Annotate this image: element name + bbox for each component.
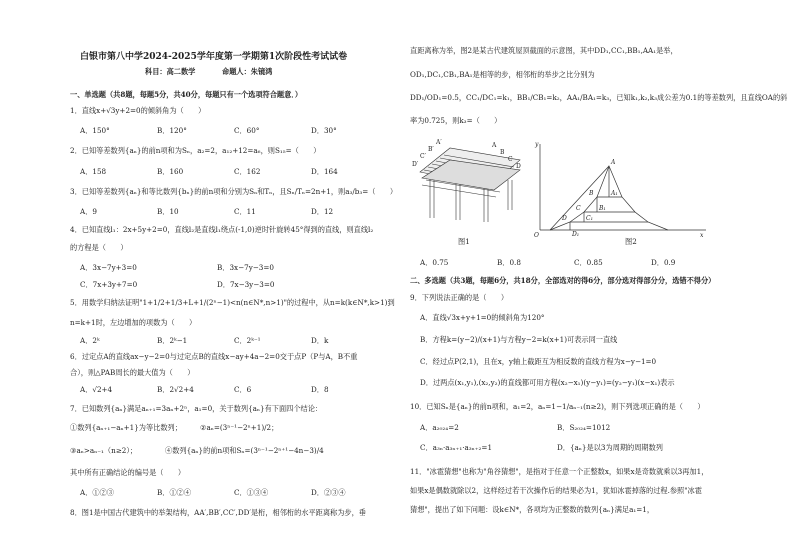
q8-text-line2: 直距离称为举，图2是某古代建筑屋顶截面的示意图，其中DD₁,CC₁,BB₁,AA₁是举， (410, 46, 678, 55)
q5-text-line2: n=k+1时，左边增加的项数为（ ） (70, 318, 197, 327)
q6-option-b: B．2√2+4 (157, 385, 194, 394)
fig1-label-d-prime: D′ (412, 161, 419, 168)
q1-text: 1．直线x+√3y+2=0的倾斜角为（ ） (70, 106, 206, 115)
figure-1-drawing (410, 130, 530, 230)
q7-conclusion-2: ②aₙ=(3ⁿ⁻¹−2ⁿ+1)/2； (200, 423, 279, 432)
subject-label: 科目：高二数学 (145, 67, 196, 76)
q7-conclusion-4: ④数列{aₙ}的前n项和Sₙ=(3ⁿ⁻¹−2ⁿ⁺¹−4n−3)/4 (165, 446, 324, 455)
figure-1 (410, 130, 530, 230)
q7-option-d: D．②③④ (311, 488, 346, 497)
q8-text-line5: 率为0.725，则k₃=（ ） (410, 116, 502, 125)
q8-text-line4: DD₁/OD₁=0.5，CC₁/DC₁=k₁，BB₁/CB₁=k₂，AA₁/BA₁=k₃，已知k₁,k₂,k₃成公差为0.1的等差数列，且直线OA的斜 (410, 93, 788, 102)
q1-option-a: A．150° (80, 126, 110, 135)
fig1-label-b-prime: B′ (428, 146, 434, 153)
q8-option-d: D．0.9 (651, 258, 676, 267)
fig2-label-b: B (589, 190, 594, 197)
q4-option-d: D．7x−3y−3=0 (217, 280, 275, 289)
fig1-label-a: A (492, 142, 497, 149)
q1-option-c: C．60° (234, 126, 260, 135)
q5-text-line1: 5．用数学归纳法证明"1+1/2+1/3+L+1/(2ⁿ−1)<n(n∈N*,n>1)"的过程中，从n=k(k∈N*,k>1)到 (70, 298, 395, 307)
q6-text-line2: 合），则△PAB周长的最大值为（ ） (70, 368, 195, 377)
q5-option-c: C．2ᵏ⁻¹ (234, 336, 261, 345)
q10-text: 10．已知Sₙ是{aₙ}的前n项和，a₁=2，aₙ=1−1/aₙ₋₁(n≥2)，则下列选项正确的是（ ） (410, 402, 705, 411)
q7-option-a: A．①②③ (80, 488, 114, 497)
q7-option-b: B．①②④ (157, 488, 192, 497)
fig2-label-d1: D₁ (572, 231, 580, 238)
fig2-label-b1: B₁ (599, 205, 606, 212)
q1-option-b: B．120° (157, 126, 187, 135)
q2-option-b: B．160 (157, 167, 184, 176)
q8-option-a: A．0.75 (420, 258, 449, 267)
fig1-label-c: C (508, 156, 513, 163)
fig2-label-d: D (562, 215, 567, 222)
q6-option-d: D．8 (311, 385, 329, 394)
fig1-label-c-prime: C′ (420, 153, 426, 160)
q11-text-line2: 如果x是偶数就除以2，这样经过若干次操作后的结果必为1，犹如冰雹掉落的过程.参照"冰雹 (410, 486, 702, 495)
figure-1-caption: 图1 (458, 237, 470, 246)
q7-option-c: C．①③④ (234, 488, 269, 497)
fig2-label-y: y (535, 141, 539, 148)
q7-conclusion-1: ①数列{aₙ₊₁−aₙ+1}为等比数列； (70, 423, 182, 432)
q5-option-d: D．k (311, 336, 329, 345)
q4-text-line1: 4．已知直线l₁：2x+5y+2=0，直线l₂是直线l₁绕点(-1,0)逆时针旋转45°得到的直线，则直线l₂ (70, 225, 374, 234)
q4-option-c: C．7x+3y+7=0 (80, 280, 138, 289)
q9-option-b: B．方程k=(y−2)/(x+1)与方程y−2=k(x+1)可表示同一直线 (420, 335, 618, 344)
q7-text-line2: 其中所有正确结论的编号是（ ） (70, 468, 186, 477)
figure-2-drawing (530, 138, 710, 238)
q8-text-line3: OD₁,DC₁,CB₁,BA₁是相等的步，相邻桁的举步之比分别为 (410, 70, 595, 79)
author-label: 命题人：朱镜鸿 (222, 67, 273, 76)
q8-option-b: B．0.8 (497, 258, 521, 267)
q4-option-a: A．3x−7y+3=0 (80, 263, 137, 272)
section1-heading: 一、单选题（共8题，每题5分，共40分，每题只有一个选项符合题意．） (70, 90, 303, 99)
q6-option-c: C．6 (234, 385, 252, 394)
q3-option-b: B．10 (157, 207, 179, 216)
q10-option-c: C．a₃ₙ·a₃ₙ₊₁·a₃ₙ₊₂=1 (420, 443, 493, 452)
q9-option-c: C．经过点P(2,1)，且在x，y轴上截距互为相反数的直线方程为x−y−1=0 (420, 357, 657, 366)
q1-option-d: D．30° (311, 126, 337, 135)
q5-option-a: A．2ᵏ (80, 336, 100, 345)
q9-option-a: A．直线√3x+y+1=0的倾斜角为120° (420, 313, 545, 322)
q5-option-b: B．2ᵏ−1 (157, 336, 188, 345)
q9-text: 9．下列说法正确的是（ ） (410, 293, 509, 302)
q7-text-line1: 7．已知数列{aₙ}满足aₙ₊₁=3aₙ+2ⁿ，a₁=0，关于数列{aₙ}有下面四个结论： (70, 404, 323, 413)
q3-option-d: D．12 (311, 207, 334, 216)
q4-text-line2: 的方程是（ ） (70, 243, 128, 252)
q3-option-c: C．11 (234, 207, 256, 216)
fig1-label-a-prime: A′ (436, 139, 442, 146)
q2-text: 2．已知等差数列{aₙ}的前n项和为Sₙ，a₂=2，a₁₂+12=a₆，则S₁₅=（ ） (70, 146, 321, 155)
q7-conclusion-3: ③aₙ>aₙ₋₁（n≥2）； (70, 446, 138, 455)
q9-option-d: D．过两点(x₁,y₁),(x₂,y₂)的直线都可用方程(x₂−x₁)(y−y₁)=(y₂−y₁)(x−x₁)表示 (420, 378, 675, 387)
fig2-label-o: O (534, 232, 539, 238)
q6-option-a: A．√2+4 (80, 385, 113, 394)
q10-option-b: B．S₂₀₂₄=1012 (557, 423, 611, 432)
figure-2 (530, 138, 710, 238)
q2-option-a: A．158 (80, 167, 107, 176)
fig2-label-a1: A₁ (611, 190, 618, 197)
fig1-label-b: B (500, 149, 505, 156)
q10-option-a: A．a₂₀₂₄=2 (420, 423, 459, 432)
q2-option-d: D．164 (311, 167, 338, 176)
fig2-label-c1: C₁ (586, 215, 593, 222)
section2-heading: 二、多选题（共3题，每题6分，共18分，全部选对的得6分，部分选对得部分分，选错不得分） (410, 276, 716, 285)
q4-option-b: B．3x−7y−3=0 (217, 263, 274, 272)
fig2-label-a: A (611, 159, 616, 166)
q2-option-c: C．162 (234, 167, 261, 176)
q3-option-a: A．9 (80, 207, 97, 216)
q10-option-d: D．{aₙ}是以3为周期的周期数列 (557, 443, 663, 452)
fig1-label-d: D (516, 163, 521, 170)
q8-option-c: C．0.85 (574, 258, 603, 267)
q6-text-line1: 6．过定点A的直线ax−y−2=0与过定点B的直线x−ay+4a−2=0交于点P（P与A，B不重 (70, 352, 358, 361)
exam-title: 白银市第八中学2024-2025学年度第一学期第1次阶段性考试试卷 (80, 52, 348, 62)
q8-text-line1: 8．图1是中国古代建筑中的举架结构，AA′,BB′,CC′,DD′是桁，相邻桁的水平距离称为步，垂 (70, 508, 366, 517)
figure-2-caption: 图2 (625, 237, 637, 246)
fig2-label-x: x (700, 232, 704, 238)
q3-text: 3．已知等差数列{aₙ}和等比数列{bₙ}的前n项和分别为Sₙ和Tₙ，且Sₙ/Tₙ=2n+1，则a₃/b₃=（ ） (70, 187, 398, 196)
q11-text-line1: 11．"冰雹猜想"也称为"角谷猜想"，是指对于任意一个正整数x，如果x是奇数就乘以3再加1， (410, 467, 709, 476)
fig2-label-c: C (576, 205, 581, 212)
q11-text-line3: 猜想"，提出了如下问题：设k∈N*，各项均为正整数的数列{aₙ}满足a₁=1， (410, 505, 655, 514)
